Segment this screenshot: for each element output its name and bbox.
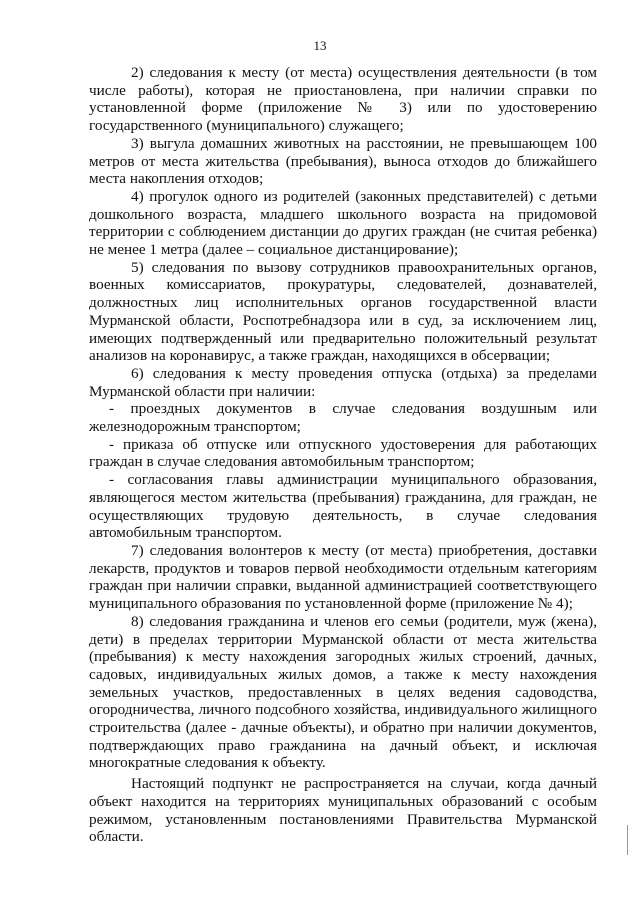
paragraph-bullet-vacation-order: - приказа об отпуске или отпускного удостоверения для работающих граждан в случае следования автомобильным транспортом; bbox=[89, 435, 597, 471]
document-body bbox=[89, 64, 597, 846]
paragraph-closing-note: Настоящий подпункт не распространяется на случаи, когда дачный объект находится на территориях муниципальных образований с особым режимом, установленным постановлениями Правительства Мурманской области. bbox=[89, 775, 597, 846]
paragraph-item-6: 6) следования к месту проведения отпуска (отдыха) за пределами Мурманской области при наличии: bbox=[89, 364, 597, 400]
paragraph-bullet-travel-documents: - проездных документов в случае следования воздушным или железнодорожным транспортом; bbox=[89, 400, 597, 436]
scan-edge-mark bbox=[627, 825, 634, 855]
paragraph-item-2: 2) следования к месту (от места) осуществления деятельности (в том числе работы), которая не приостановлена, при наличии справки по установленной форме (приложение № 3) или по удостоверению государственного (муниципального) служащего; bbox=[89, 64, 597, 135]
paragraph-item-4: 4) прогулок одного из родителей (законных представителей) с детьми дошкольного возраста, младшего школьного возраста на придомовой территории с соблюдением дистанции до других граждан (не считая ребенка) не менее 1 метра (далее – социальное дистанцирование); bbox=[89, 187, 597, 259]
paragraph-item-5: 5) следования по вызову сотрудников правоохранительных органов, военных комиссариатов, прокуратуры, следователей, дознавателей, должностных лиц исполнительных органов государственной власти Мурманской области, Роспотребнадзора или в суд, за исключением лиц, имеющих подтвержденный или предварительно положительный результат анализов на коронавирус, а также граждан, находящихся в обсервации; bbox=[89, 258, 597, 365]
paragraph-item-3: 3) выгула домашних животных на расстоянии, не превышающем 100 метров от места жительства (пребывания), выноса отходов до ближайшего места накопления отходов; bbox=[89, 134, 597, 188]
paragraph-bullet-administration-approval: - согласования главы администрации муниципального образования, являющегося местом жительства (пребывания) гражданина, для граждан, не осуществляющих трудовую деятельность, в случае следования автомобильным транспортом. bbox=[89, 471, 597, 542]
page-number: 13 bbox=[313, 38, 327, 53]
paragraph-item-7: 7) следования волонтеров к месту (от места) приобретения, доставки лекарств, продуктов и товаров первой необходимости отдельным категориям граждан при наличии справки, выданной администрацией соответствующего муниципального образования по установленной форме (приложение № 4); bbox=[89, 541, 597, 613]
paragraph-item-8: 8) следования гражданина и членов его семьи (родители, муж (жена), дети) в пределах территории Мурманской области от места жительства (пребывания) к месту нахождения загородных жилых строений, дачных, садовых, индивидуальных жилых домов, а также к месту нахождения земельных участков, предоставленных в целях ведения садоводства, огородничества, личного подсобного хозяйства, индивидуального жилищного строительства (далее - дачные объекты), и обратно при наличии документов, подтверждающих право гражданина на дачный объект, и исключая многократные следования к объекту. bbox=[89, 612, 597, 772]
